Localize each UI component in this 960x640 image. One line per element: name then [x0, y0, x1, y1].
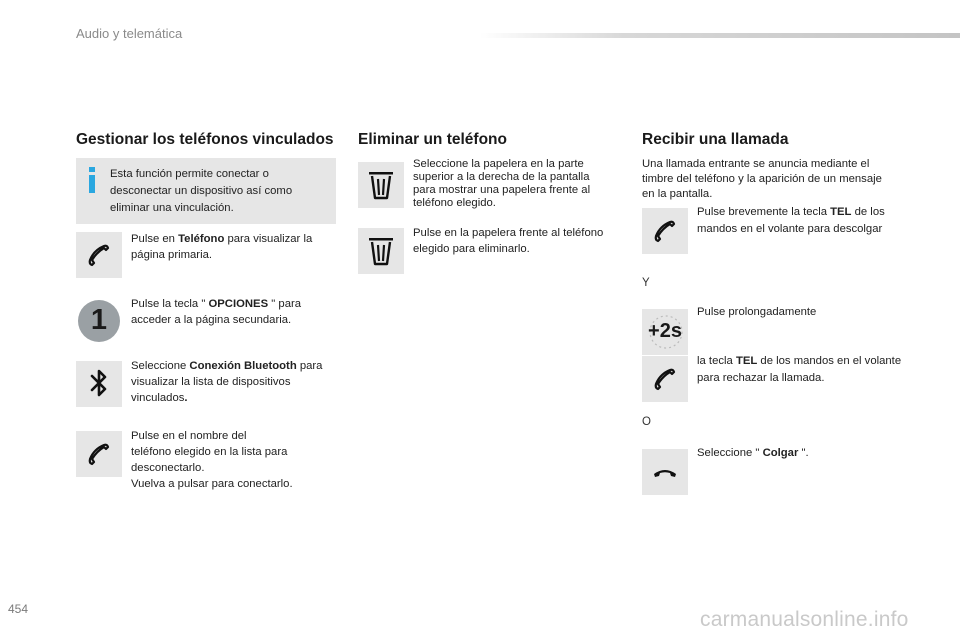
trash-icon: [366, 235, 396, 267]
manage-step3-text: Seleccione Conexión Bluetooth para visualizar la lista de dispositivos vinculados.: [131, 360, 323, 404]
phone-icon-box-3: [642, 208, 688, 254]
receive-step1-text: Pulse brevemente la tecla TEL de los mandos en el volante para descolgar: [697, 206, 885, 235]
receive-step4-text: Seleccione " Colgar ".: [697, 447, 809, 459]
watermark: carmanualsonline.info: [700, 608, 909, 631]
phone-icon: [84, 439, 114, 469]
trash-icon: [366, 169, 396, 201]
section-title-manage: Gestionar los teléfonos vinculados: [76, 131, 334, 148]
delete-step2-text: Pulse en la papelera frente al teléfono elegido para eliminarlo.: [413, 227, 604, 255]
long-press-icon-box: [642, 309, 688, 355]
header-title: Audio y telemática: [76, 26, 183, 41]
step-badge-number: 1: [90, 304, 108, 336]
receive-step3-text: la tecla TEL de los mandos en el volante para rechazar la llamada.: [697, 355, 902, 384]
phone-icon: [650, 216, 680, 246]
receive-step2-text: Pulse prolongadamente: [697, 306, 817, 318]
header-rule: [480, 33, 960, 38]
step-badge-box: [76, 298, 122, 344]
hang-up-icon-box: [642, 449, 688, 495]
phone-icon: [650, 364, 680, 394]
separator-or: O: [642, 416, 651, 428]
hang-up-icon: [650, 462, 680, 482]
receive-intro: Una llamada entrante se anuncia mediante el timbre del teléfono y la aparición de un mensaje en la pantalla.: [642, 158, 882, 200]
separator-and: Y: [642, 277, 650, 289]
long-press-label: +2s: [648, 320, 682, 342]
delete-step1-text: Seleccione la papelera en la parte superior a la derecha de la pantalla para mostrar una papelera frente al teléfono elegido.: [413, 158, 591, 209]
manage-step2-text: Pulse la tecla " OPCIONES " para acceder a la página secundaria.: [131, 298, 302, 326]
manage-step4-text: Pulse en el nombre del teléfono elegido en la lista para desconectarlo. Vuelva a pulsar para conectarlo.: [131, 430, 293, 490]
phone-icon-box-2: [76, 431, 122, 477]
phone-icon-box: [76, 232, 122, 278]
manage-step1-text: Pulse en Teléfono para visualizar la página primaria.: [131, 233, 313, 261]
info-icon: [86, 167, 98, 193]
trash-icon-box-2: [358, 228, 404, 274]
bluetooth-icon-box: [76, 361, 122, 407]
info-text: Esta función permite conectar o desconectar un dispositivo así como eliminar una vinculación.: [110, 168, 293, 214]
trash-icon-box: [358, 162, 404, 208]
phone-icon: [84, 240, 114, 270]
section-title-receive: Recibir una llamada: [642, 131, 789, 148]
section-title-delete: Eliminar un teléfono: [358, 131, 507, 148]
page-number: 454: [8, 602, 29, 616]
bluetooth-icon: [84, 367, 114, 401]
phone-icon-box-4: [642, 356, 688, 402]
